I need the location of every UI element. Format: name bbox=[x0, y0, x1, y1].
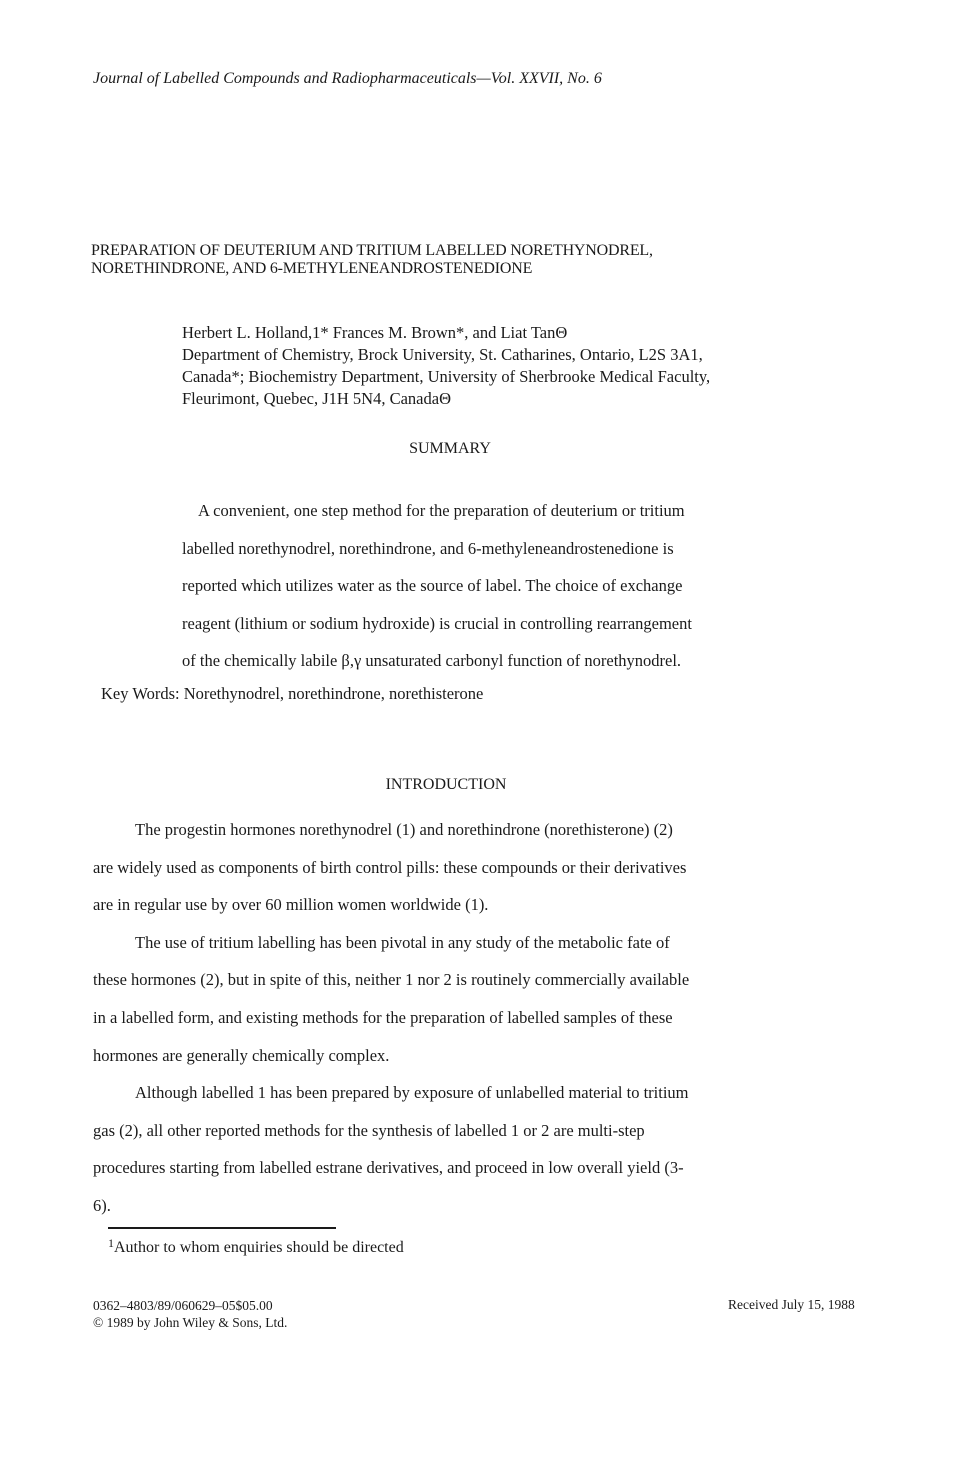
affiliation-line-3: Fleurimont, Quebec, J1H 5N4, CanadaΘ bbox=[182, 389, 451, 408]
summary-line: of the chemically labile β,γ unsaturated carbonyl function of norethynodrel. bbox=[182, 651, 682, 670]
body-line: are widely used as components of birth control pills: these compounds or their derivatives bbox=[93, 857, 687, 877]
body-line: The progestin hormones norethynodrel (1) and norethindrone (norethisterone) (2) bbox=[135, 820, 673, 839]
copyright-line: © 1989 by John Wiley & Sons, Ltd. bbox=[93, 1315, 288, 1330]
received-date: Received July 15, 1988 bbox=[728, 1297, 855, 1312]
body-line: procedures starting from labelled estrane derivatives, and proceed in low overall yield (3- bbox=[93, 1158, 684, 1178]
summary-line: reagent (lithium or sodium hydroxide) is crucial in controlling rearrangement bbox=[182, 613, 692, 633]
body-line: gas (2), all other reported methods for the synthesis of labelled 1 or 2 are multi-step bbox=[93, 1120, 645, 1140]
body-line: these hormones (2), but in spite of this, neither 1 nor 2 is routinely commercially available bbox=[93, 970, 690, 990]
footnote-mark: 1 bbox=[108, 1236, 114, 1250]
body-line: are in regular use by over 60 million women worldwide (1). bbox=[93, 895, 489, 915]
summary-heading: SUMMARY bbox=[409, 440, 491, 457]
summary-line: A convenient, one step method for the preparation of deuterium or tritium bbox=[198, 501, 685, 520]
title-line-1: PREPARATION OF DEUTERIUM AND TRITIUM LABELLED NORETHYNODREL, bbox=[91, 242, 653, 259]
footnote-text: Author to whom enquiries should be directed bbox=[114, 1239, 404, 1256]
body-line: 6). bbox=[93, 1195, 111, 1215]
summary-line: labelled norethynodrel, norethindrone, and 6-methyleneandrostenedione is bbox=[182, 538, 674, 558]
key-words: Key Words: Norethynodrel, norethindrone, norethisterone bbox=[101, 684, 484, 703]
journal-header: Journal of Labelled Compounds and Radiopharmaceuticals—Vol. XXVII, No. 6 bbox=[93, 70, 602, 87]
summary-line: reported which utilizes water as the source of label. The choice of exchange bbox=[182, 576, 683, 595]
article-title bbox=[91, 242, 653, 278]
publication-code: 0362–4803/89/060629–05$05.00 bbox=[93, 1298, 273, 1313]
body-line: in a labelled form, and existing methods for the preparation of labelled samples of these bbox=[93, 1007, 673, 1027]
footnote-rule bbox=[108, 1227, 336, 1229]
author-names: Herbert L. Holland,1* Frances M. Brown*, and Liat TanΘ bbox=[182, 323, 568, 342]
introduction-body bbox=[93, 811, 773, 1225]
introduction-heading: INTRODUCTION bbox=[385, 776, 507, 793]
title-line-2: NORETHINDRONE, AND 6-METHYLENEANDROSTENEDIONE bbox=[91, 260, 533, 277]
summary-paragraph bbox=[182, 492, 762, 680]
body-line: The use of tritium labelling has been pivotal in any study of the metabolic fate of bbox=[135, 932, 670, 952]
author-block bbox=[182, 322, 710, 410]
body-line: hormones are generally chemically complex. bbox=[93, 1045, 390, 1065]
affiliation-line-1: Department of Chemistry, Brock University, St. Catharines, Ontario, L2S 3A1, bbox=[182, 345, 703, 364]
affiliation-line-2: Canada*; Biochemistry Department, University of Sherbrooke Medical Faculty, bbox=[182, 367, 711, 386]
publication-code-block bbox=[93, 1297, 287, 1331]
body-line: Although labelled 1 has been prepared by exposure of unlabelled material to tritium bbox=[135, 1083, 689, 1103]
footnote bbox=[108, 1236, 404, 1257]
